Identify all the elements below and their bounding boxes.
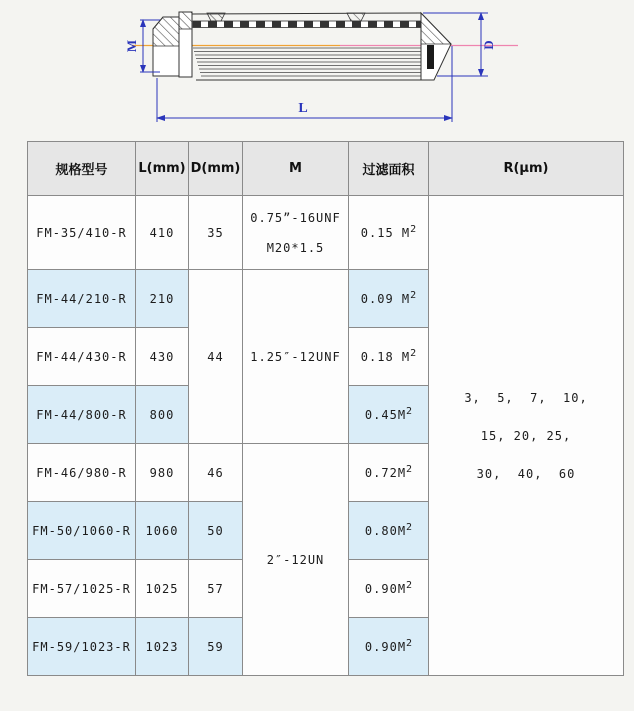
diameter-cell: 35 xyxy=(189,196,243,270)
perforated-tube-band xyxy=(193,21,422,28)
filter-element-drawing xyxy=(0,0,634,140)
thread-cell: 0.75”-16UNF M20*1.5 xyxy=(243,196,349,270)
col-header-thread: M xyxy=(243,142,349,196)
dim-label-l: L xyxy=(298,101,308,116)
model-cell: FM-44/800-R xyxy=(28,386,136,444)
spec-table xyxy=(27,141,624,676)
micron-rating-cell: 3, 5, 7, 10, 15, 20, 25, 30, 40, 60 xyxy=(429,196,624,676)
diameter-cell-merged: 44 xyxy=(189,270,243,444)
length-cell: 1060 xyxy=(136,502,189,560)
diameter-cell: 50 xyxy=(189,502,243,560)
diameter-cell: 59 xyxy=(189,618,243,676)
thread-cell-merged: 1.25″-12UNF xyxy=(243,270,349,444)
filter-media-pleats xyxy=(193,48,432,76)
collar-flange xyxy=(179,12,192,77)
length-cell: 210 xyxy=(136,270,189,328)
seal-band xyxy=(427,45,434,69)
area-cell: 0.18 $M^2$ xyxy=(349,328,429,386)
header-row xyxy=(28,142,624,196)
col-header-filter-area: 过滤面积 xyxy=(349,142,429,196)
length-cell: 980 xyxy=(136,444,189,502)
length-cell: 1025 xyxy=(136,560,189,618)
length-cell: 1023 xyxy=(136,618,189,676)
model-cell: FM-59/1023-R xyxy=(28,618,136,676)
end-cap-nut xyxy=(153,17,181,76)
model-cell: FM-46/980-R xyxy=(28,444,136,502)
dim-label-m: M xyxy=(124,39,139,53)
table-row xyxy=(28,196,624,270)
model-cell: FM-44/210-R xyxy=(28,270,136,328)
filter-element-svg xyxy=(0,0,634,140)
area-cell: $0.90M^2$ xyxy=(349,560,429,618)
col-header-micron-rating: R(μm) xyxy=(429,142,624,196)
model-cell: FM-44/430-R xyxy=(28,328,136,386)
area-cell: $0.90M^2$ xyxy=(349,618,429,676)
area-cell: $0.72M^2$ xyxy=(349,444,429,502)
dim-label-d: D xyxy=(481,40,496,50)
end-tip-cone xyxy=(421,13,451,80)
length-cell: 430 xyxy=(136,328,189,386)
area-cell: $0.45M^2$ xyxy=(349,386,429,444)
area-cell: 0.09 $M^2$ xyxy=(349,270,429,328)
col-header-model: 规格型号 xyxy=(28,142,136,196)
col-header-diameter: D(mm) xyxy=(189,142,243,196)
model-cell: FM-57/1025-R xyxy=(28,560,136,618)
length-cell: 410 xyxy=(136,196,189,270)
area-cell: 0.15 $M^2$ xyxy=(349,196,429,270)
col-header-length: L(mm) xyxy=(136,142,189,196)
model-cell: FM-50/1060-R xyxy=(28,502,136,560)
length-cell: 800 xyxy=(136,386,189,444)
model-cell: FM-35/410-R xyxy=(28,196,136,270)
diameter-cell: 57 xyxy=(189,560,243,618)
diameter-cell: 46 xyxy=(189,444,243,502)
thread-cell-merged: 2″-12UN xyxy=(243,444,349,676)
area-cell: $0.80M^2$ xyxy=(349,502,429,560)
